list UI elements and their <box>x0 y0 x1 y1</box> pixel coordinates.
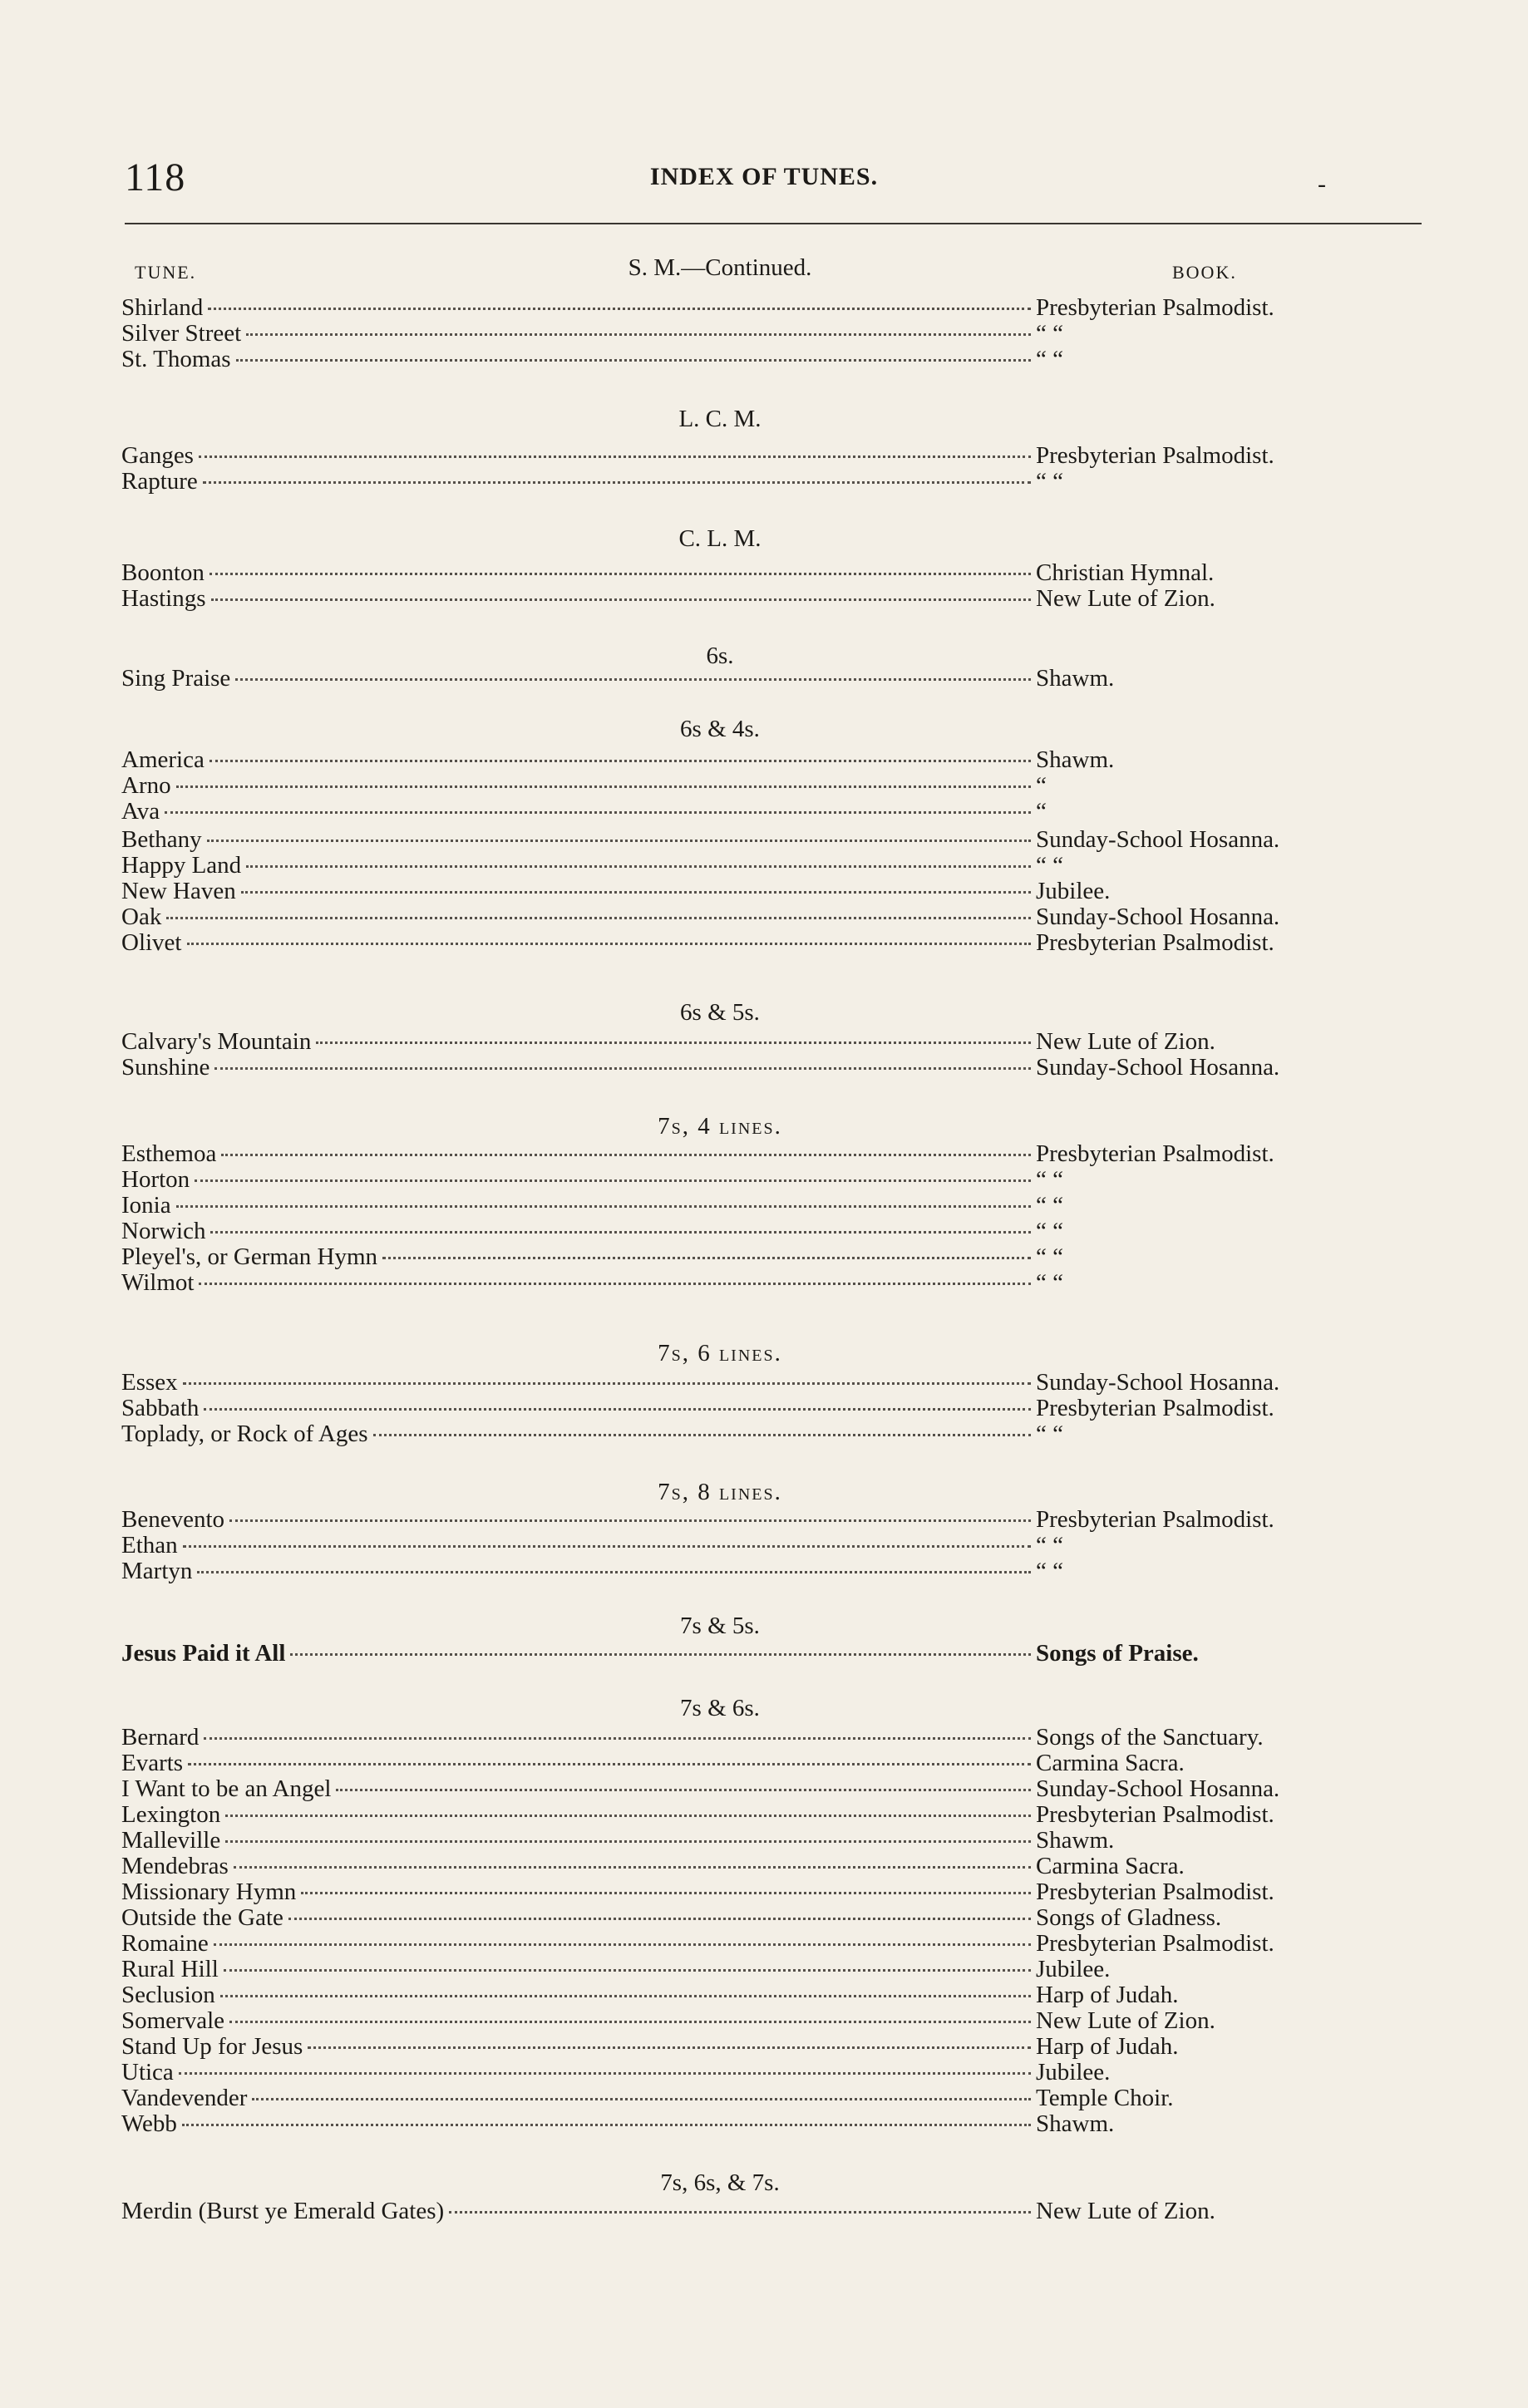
section-heading: 7s, 4 lines. <box>658 1113 782 1140</box>
book-name: Presbyterian Psalmodist. <box>1036 1395 1274 1421</box>
dot-leader <box>176 1205 1031 1208</box>
book-name: Sunday-School Hosanna. <box>1036 904 1280 930</box>
dot-leader <box>208 308 1031 310</box>
index-row <box>121 2198 1385 2224</box>
book-name: Shawm. <box>1036 746 1115 773</box>
book-name: Harp of Judah. <box>1036 1982 1179 2008</box>
index-row <box>121 2033 1385 2060</box>
dot-leader <box>183 1382 1031 1385</box>
index-row <box>121 468 1385 495</box>
dot-leader <box>204 1737 1031 1740</box>
book-name: Sunday-School Hosanna. <box>1036 1054 1280 1081</box>
tune-name: Ava <box>121 798 160 825</box>
dot-leader <box>382 1257 1031 1259</box>
tune-name: Evarts <box>121 1750 184 1776</box>
tune-name: Bethany <box>121 826 202 853</box>
index-row <box>121 2110 1385 2137</box>
index-row <box>121 294 1385 321</box>
section-heading: 7s, 6s, & 7s. <box>660 2169 780 2196</box>
index-row <box>121 746 1385 773</box>
tune-name: St. Thomas <box>121 346 231 372</box>
index-row <box>121 1930 1385 1957</box>
index-row <box>121 852 1385 879</box>
index-row <box>121 1558 1385 1584</box>
tune-name: Olivet <box>121 929 182 956</box>
tune-name: Essex <box>121 1369 178 1396</box>
index-row <box>121 1724 1385 1751</box>
section-heading: 6s & 4s. <box>680 716 760 742</box>
corner-mark: - <box>1318 170 1326 198</box>
dot-leader <box>211 598 1032 601</box>
book-name: “ “ <box>1036 1243 1063 1270</box>
book-name: “ “ <box>1036 468 1063 495</box>
tune-name: Rural Hill <box>121 1956 219 1982</box>
dot-leader <box>449 2211 1031 2213</box>
book-name: “ <box>1036 798 1047 825</box>
dot-leader <box>336 1789 1031 1791</box>
tune-name: Toplady, or Rock of Ages <box>121 1421 368 1447</box>
book-name: “ “ <box>1036 1532 1063 1559</box>
dot-leader <box>236 359 1031 362</box>
section-heading: 7s & 5s. <box>680 1613 760 1639</box>
index-row <box>121 1801 1385 1828</box>
tune-name: Vandevender <box>121 2085 248 2111</box>
section-heading: C. L. M. <box>678 525 762 552</box>
book-name: New Lute of Zion. <box>1036 2198 1215 2224</box>
book-name: Songs of Gladness. <box>1036 1904 1222 1931</box>
book-name: New Lute of Zion. <box>1036 585 1215 612</box>
index-row <box>121 878 1385 904</box>
book-name: Sunday-School Hosanna. <box>1036 1369 1280 1396</box>
tune-name: Outside the Gate <box>121 1904 283 1931</box>
index-row <box>121 442 1385 469</box>
dot-leader <box>195 1179 1031 1182</box>
index-row <box>121 1904 1385 1931</box>
tune-name: Shirland <box>121 294 204 321</box>
dot-leader <box>221 1154 1031 1156</box>
index-row <box>121 320 1385 347</box>
book-name: Jubilee. <box>1036 878 1111 904</box>
tune-name: Ethan <box>121 1532 178 1559</box>
index-row <box>121 1395 1385 1421</box>
index-row <box>121 346 1385 372</box>
index-row <box>121 1956 1385 1982</box>
book-name: Sunday-School Hosanna. <box>1036 826 1280 853</box>
book-name: Presbyterian Psalmodist. <box>1036 1930 1274 1957</box>
book-name: “ “ <box>1036 1218 1063 1244</box>
section-heading: 6s. <box>706 643 734 669</box>
tune-name: Boonton <box>121 559 205 586</box>
index-row <box>121 1421 1385 1447</box>
index-row <box>121 772 1385 799</box>
book-name: Shawm. <box>1036 2110 1115 2137</box>
index-row <box>121 2007 1385 2034</box>
dot-leader <box>165 811 1031 814</box>
dot-leader <box>229 1519 1031 1522</box>
book-name: Jubilee. <box>1036 1956 1111 1982</box>
dot-leader <box>290 1653 1031 1656</box>
tune-name: Silver Street <box>121 320 242 347</box>
tune-column-header: TUNE. <box>135 262 197 283</box>
tune-name: Ionia <box>121 1192 171 1219</box>
book-name: Shawm. <box>1036 1827 1115 1854</box>
tune-name: Sunshine <box>121 1054 210 1081</box>
book-name: “ “ <box>1036 1269 1063 1296</box>
dot-leader <box>179 2072 1031 2075</box>
tune-name: Happy Land <box>121 852 242 879</box>
tune-name: Benevento <box>121 1506 225 1533</box>
index-row <box>121 1532 1385 1559</box>
tune-name: Somervale <box>121 2007 225 2034</box>
book-name: Presbyterian Psalmodist. <box>1036 1879 1274 1905</box>
dot-leader <box>203 481 1031 484</box>
index-row <box>121 1269 1385 1296</box>
book-name: Carmina Sacra. <box>1036 1750 1185 1776</box>
index-row <box>121 559 1385 586</box>
tune-name: Stand Up for Jesus <box>121 2033 303 2060</box>
index-row <box>121 1750 1385 1776</box>
dot-leader <box>183 1545 1031 1548</box>
book-name: “ “ <box>1036 346 1063 372</box>
book-name: Sunday-School Hosanna. <box>1036 1775 1280 1802</box>
dot-leader <box>176 785 1031 788</box>
book-name: Presbyterian Psalmodist. <box>1036 1801 1274 1828</box>
dot-leader <box>229 2021 1031 2023</box>
index-row <box>121 1054 1385 1081</box>
book-name: New Lute of Zion. <box>1036 2007 1215 2034</box>
index-row <box>121 1640 1385 1667</box>
book-name: “ “ <box>1036 852 1063 879</box>
book-name: Jubilee. <box>1036 2059 1111 2085</box>
running-head: INDEX OF TUNES. <box>649 163 879 190</box>
book-name: “ “ <box>1036 1558 1063 1584</box>
tune-name: Romaine <box>121 1930 209 1957</box>
dot-leader <box>214 1943 1031 1946</box>
index-row <box>121 2085 1385 2111</box>
index-row <box>121 929 1385 956</box>
book-name: Presbyterian Psalmodist. <box>1036 1140 1274 1167</box>
dot-leader <box>301 1892 1031 1894</box>
book-name: Presbyterian Psalmodist. <box>1036 929 1274 956</box>
tune-name: Oak <box>121 904 162 930</box>
tune-name: Webb <box>121 2110 177 2137</box>
dot-leader <box>235 678 1031 681</box>
index-row <box>121 585 1385 612</box>
section-heading: 7s & 6s. <box>680 1695 760 1721</box>
index-row <box>121 2059 1385 2085</box>
tune-name: Hastings <box>121 585 206 612</box>
index-row <box>121 1166 1385 1193</box>
index-row <box>121 1853 1385 1879</box>
tune-name: Lexington <box>121 1801 221 1828</box>
book-name: Carmina Sacra. <box>1036 1853 1185 1879</box>
section-heading: 7s, 6 lines. <box>658 1340 782 1367</box>
dot-leader <box>308 2046 1031 2049</box>
tune-name: Mendebras <box>121 1853 229 1879</box>
header-rule <box>125 223 1422 224</box>
book-name: Songs of the Sanctuary. <box>1036 1724 1264 1751</box>
tune-name: Utica <box>121 2059 174 2085</box>
dot-leader <box>197 1571 1031 1573</box>
dot-leader <box>241 891 1031 894</box>
book-name: Presbyterian Psalmodist. <box>1036 1506 1274 1533</box>
tune-name: Ganges <box>121 442 194 469</box>
book-name: Shawm. <box>1036 665 1115 692</box>
section-heading: 6s & 5s. <box>680 999 760 1026</box>
book-name: Presbyterian Psalmodist. <box>1036 442 1274 469</box>
index-row <box>121 826 1385 853</box>
dot-leader <box>199 456 1031 458</box>
dot-leader <box>224 1969 1031 1972</box>
book-name: “ <box>1036 772 1047 799</box>
index-row <box>121 1192 1385 1219</box>
index-row <box>121 1218 1385 1244</box>
dot-leader <box>187 943 1032 945</box>
dot-leader <box>188 1763 1031 1765</box>
dot-leader <box>209 760 1031 762</box>
dot-leader <box>166 917 1031 919</box>
book-name: Christian Hymnal. <box>1036 559 1215 586</box>
tune-name: Esthemoa <box>121 1140 217 1167</box>
dot-leader <box>246 865 1031 868</box>
dot-leader <box>220 1995 1031 1997</box>
tune-name: Martyn <box>121 1558 193 1584</box>
dot-leader <box>246 333 1031 336</box>
tune-name: Jesus Paid it All <box>121 1640 286 1667</box>
index-row <box>121 1879 1385 1905</box>
dot-leader <box>373 1434 1031 1436</box>
dot-leader <box>288 1918 1031 1920</box>
index-row <box>121 1506 1385 1533</box>
book-column-header: BOOK. <box>1172 262 1237 283</box>
book-name: “ “ <box>1036 1192 1063 1219</box>
tune-name: I Want to be an Angel <box>121 1775 332 1802</box>
dot-leader <box>316 1041 1031 1044</box>
book-name: “ “ <box>1036 1421 1063 1447</box>
tune-name: Merdin (Burst ye Emerald Gates) <box>121 2198 445 2224</box>
index-row <box>121 798 1385 825</box>
dot-leader <box>204 1408 1031 1411</box>
dot-leader <box>209 573 1031 575</box>
index-row <box>121 1827 1385 1854</box>
tune-name: New Haven <box>121 878 236 904</box>
index-row <box>121 1028 1385 1055</box>
tune-name: Seclusion <box>121 1982 215 2008</box>
index-row <box>121 1140 1385 1167</box>
book-name: “ “ <box>1036 1166 1063 1193</box>
book-name: Songs of Praise. <box>1036 1640 1199 1667</box>
tune-name: Malleville <box>121 1827 221 1854</box>
section-heading: S. M.—Continued. <box>628 254 812 281</box>
tune-name: Rapture <box>121 468 198 495</box>
index-row <box>121 904 1385 930</box>
index-row <box>121 665 1385 692</box>
dot-leader <box>199 1283 1031 1285</box>
tune-name: Sing Praise <box>121 665 231 692</box>
book-name: “ “ <box>1036 320 1063 347</box>
tune-name: Horton <box>121 1166 190 1193</box>
tune-name: Calvary's Mountain <box>121 1028 312 1055</box>
section-heading: 7s, 8 lines. <box>658 1479 782 1505</box>
index-row <box>121 1243 1385 1270</box>
index-row <box>121 1775 1385 1802</box>
book-name: Temple Choir. <box>1036 2085 1174 2111</box>
tune-name: Pleyel's, or German Hymn <box>121 1243 378 1270</box>
section-heading: L. C. M. <box>678 406 762 432</box>
index-row <box>121 1369 1385 1396</box>
dot-leader <box>225 1815 1031 1817</box>
tune-name: Wilmot <box>121 1269 195 1296</box>
tune-name: America <box>121 746 205 773</box>
dot-leader <box>210 1231 1031 1234</box>
tune-name: Norwich <box>121 1218 206 1244</box>
page-number: 118 <box>125 155 186 199</box>
book-name: New Lute of Zion. <box>1036 1028 1215 1055</box>
book-name: Harp of Judah. <box>1036 2033 1179 2060</box>
dot-leader <box>225 1840 1031 1843</box>
tune-name: Arno <box>121 772 171 799</box>
tune-name: Bernard <box>121 1724 200 1751</box>
book-name: Presbyterian Psalmodist. <box>1036 294 1274 321</box>
tune-name: Sabbath <box>121 1395 200 1421</box>
dot-leader <box>234 1866 1031 1869</box>
dot-leader <box>214 1067 1031 1070</box>
dot-leader <box>207 840 1031 842</box>
index-row <box>121 1982 1385 2008</box>
dot-leader <box>182 2124 1031 2126</box>
dot-leader <box>252 2098 1031 2100</box>
tune-name: Missionary Hymn <box>121 1879 297 1905</box>
